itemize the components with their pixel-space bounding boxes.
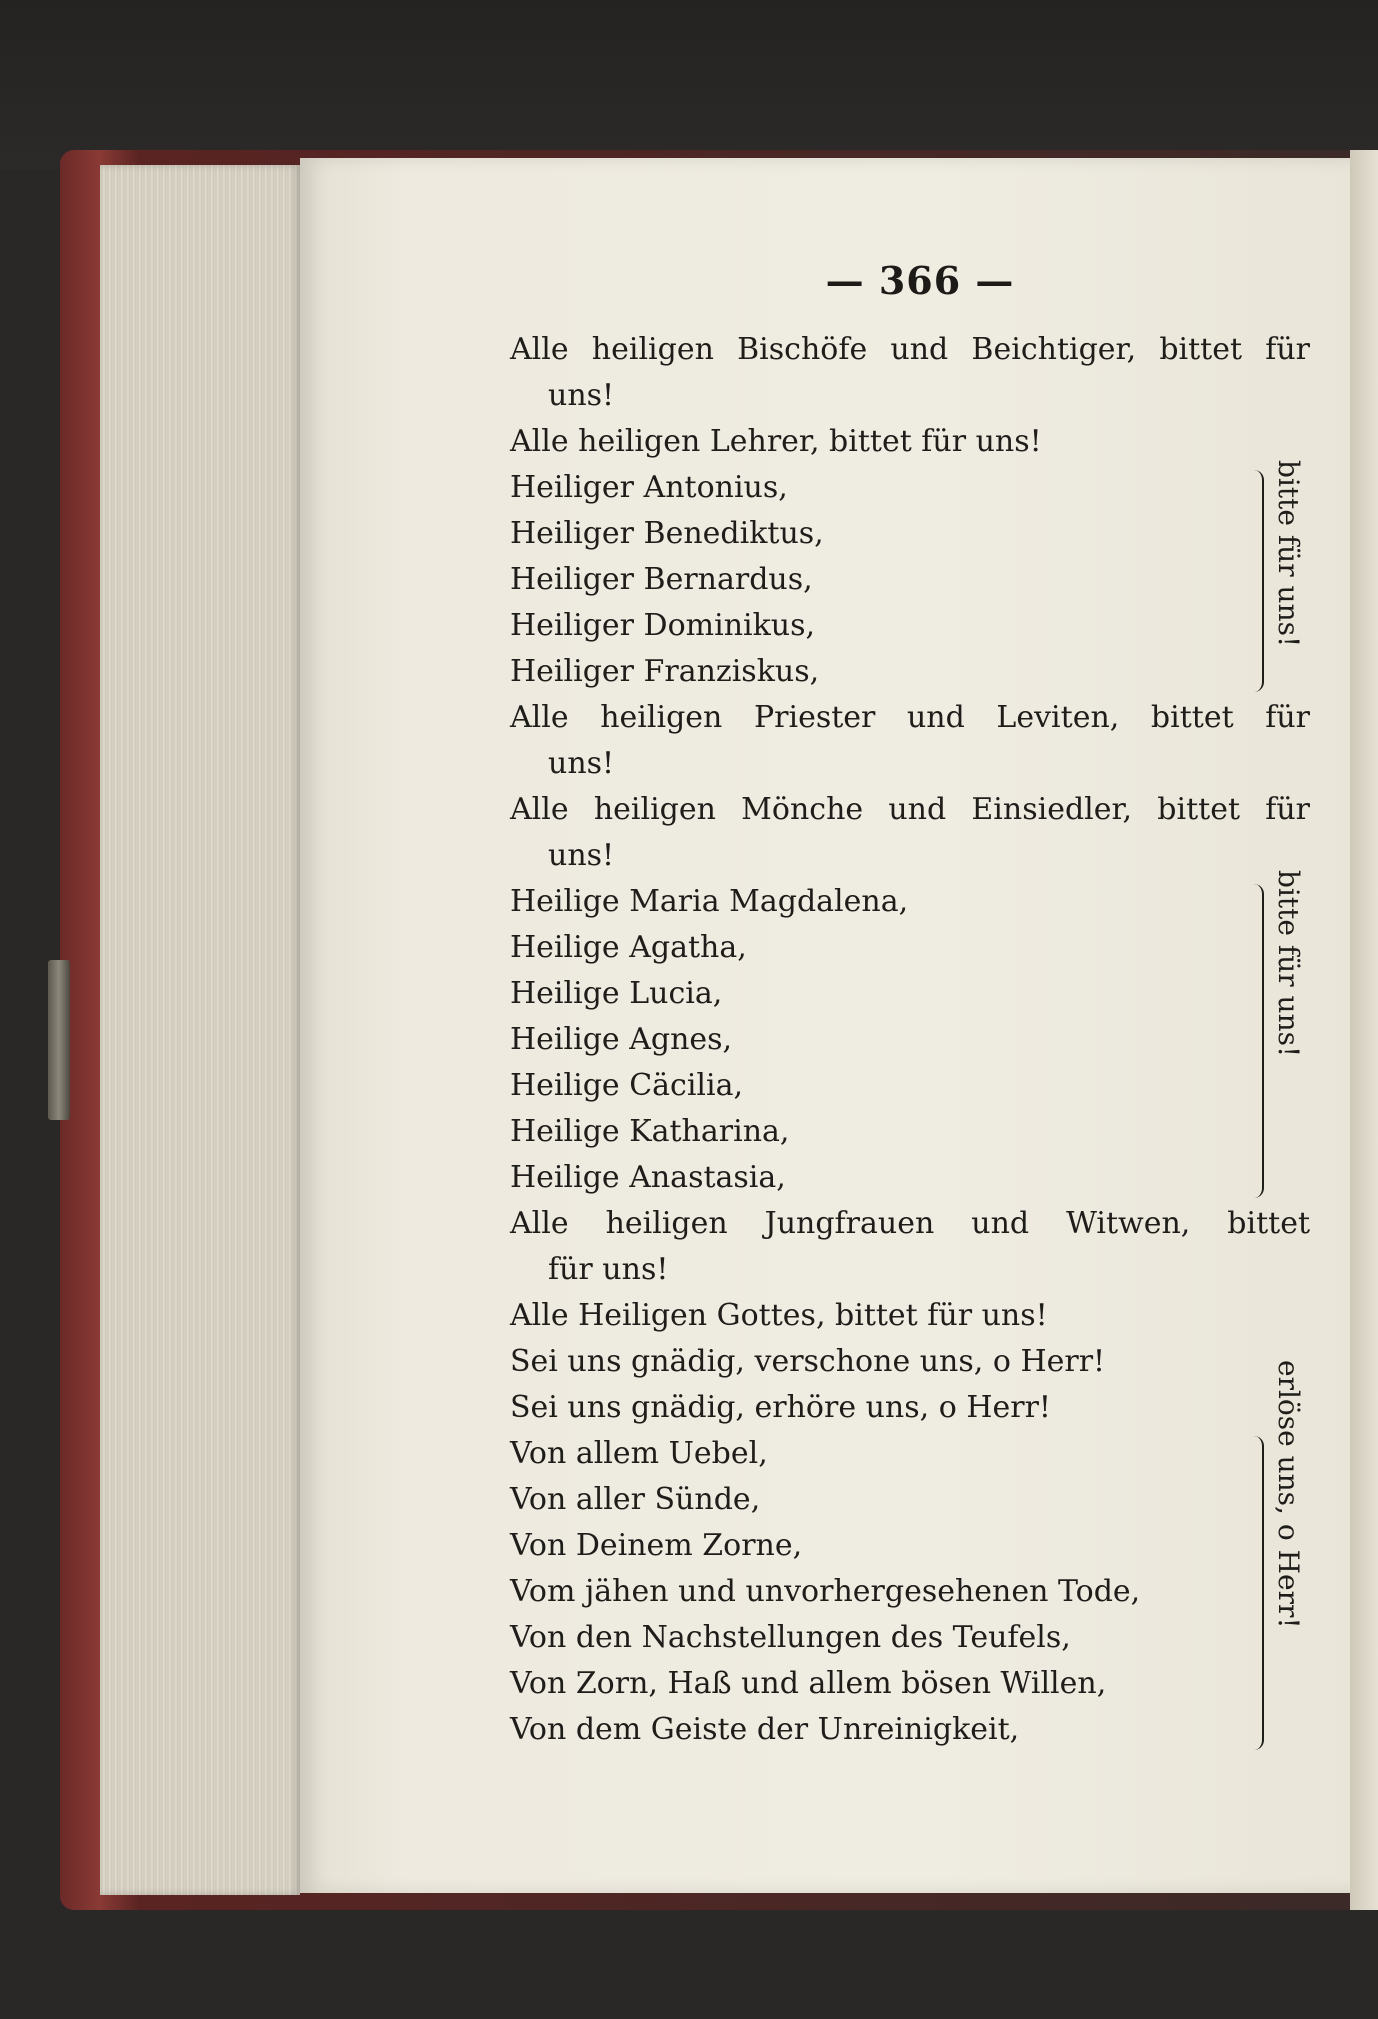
text-line: Von aller Sünde, [510, 1482, 761, 1517]
text-line: Heiliger Benediktus, [510, 516, 824, 551]
brace [1248, 1436, 1264, 1750]
text-line: uns! [548, 746, 615, 781]
text-line: uns! [548, 378, 615, 413]
background-top [0, 0, 1378, 170]
text-line: Heilige Cäcilia, [510, 1068, 744, 1103]
text-line: Alle heiligen Priester und Leviten, bittet für [510, 700, 1310, 735]
text-line: Von Zorn, Haß und allem bösen Willen, [510, 1666, 1107, 1701]
text-line: Sei uns gnädig, verschone uns, o Herr! [510, 1344, 1106, 1379]
text-line: für uns! [548, 1252, 669, 1287]
text-line: Heiliger Dominikus, [510, 608, 816, 643]
text-line: Heilige Anastasia, [510, 1160, 786, 1195]
page-edges [100, 165, 300, 1895]
text-line: Heilige Agatha, [510, 930, 747, 965]
text-line: Heilige Agnes, [510, 1022, 733, 1057]
text-line: Heilige Katharina, [510, 1114, 790, 1149]
text-line: Heiliger Antonius, [510, 470, 788, 505]
text-line: Heiliger Franziskus, [510, 654, 820, 689]
text-line: Von dem Geiste der Unreinigkeit, [510, 1712, 1020, 1747]
text-line: Alle Heiligen Gottes, bittet für uns! [510, 1298, 1048, 1333]
text-line: Alle heiligen Lehrer, bittet für uns! [510, 424, 1042, 459]
text-line: uns! [548, 838, 615, 873]
text-line: Heiliger Bernardus, [510, 562, 813, 597]
text-line: Von allem Uebel, [510, 1436, 768, 1471]
text-line: Von Deinem Zorne, [510, 1528, 803, 1563]
text-line: Sei uns gnädig, erhöre uns, o Herr! [510, 1390, 1051, 1425]
book-clasp [48, 960, 70, 1120]
side-response: erlöse uns, o Herr! [1272, 1360, 1305, 1629]
text-line: Heilige Maria Magdalena, [510, 884, 909, 919]
text-line: Heilige Lucia, [510, 976, 723, 1011]
side-response: bitte für uns! [1272, 870, 1305, 1058]
brace [1248, 884, 1264, 1198]
text-line: Alle heiligen Bischöfe und Beichtiger, bittet für [510, 332, 1310, 367]
text-line: Alle heiligen Mönche und Einsiedler, bittet für [510, 792, 1310, 827]
next-page-edge [1350, 150, 1378, 1910]
side-response: bitte für uns! [1272, 460, 1305, 648]
page-number: — 366 — [825, 258, 1015, 303]
text-line: Vom jähen und unvorhergesehenen Tode, [510, 1574, 1141, 1609]
text-line: Von den Nachstellungen des Teufels, [510, 1620, 1071, 1655]
text-line: Alle heiligen Jungfrauen und Witwen, bittet [510, 1206, 1310, 1241]
brace [1248, 470, 1264, 692]
